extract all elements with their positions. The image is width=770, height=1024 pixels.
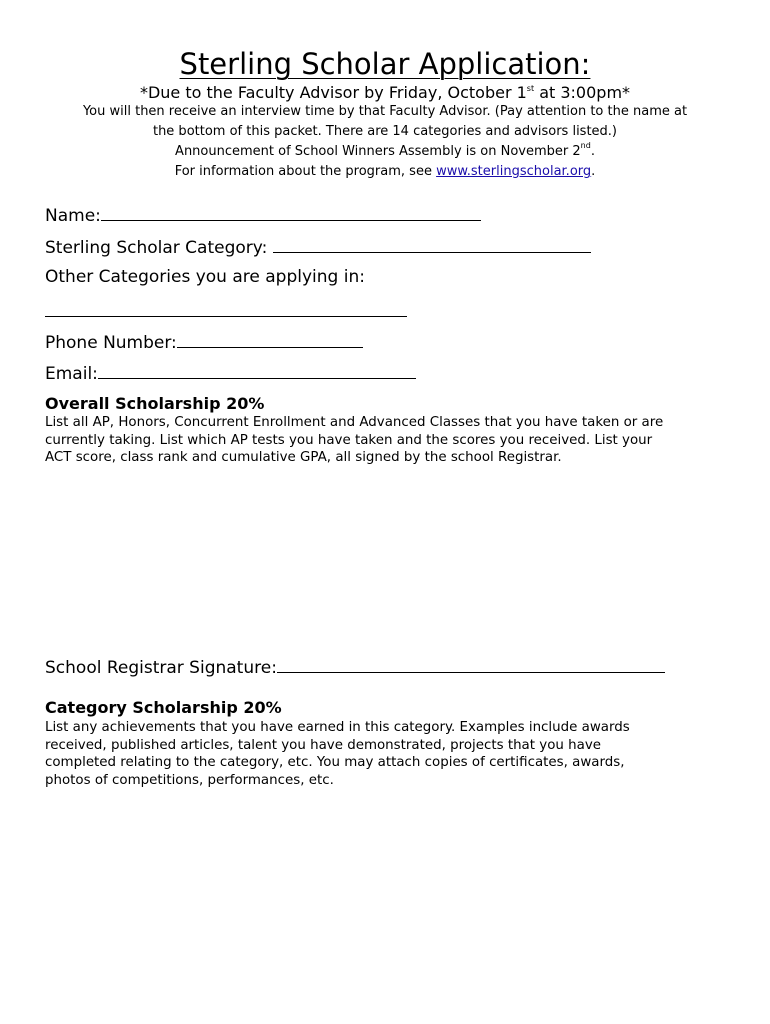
intro-line-2: the bottom of this packet. There are 14 categories and advisors listed.)	[152, 124, 618, 139]
name-blank[interactable]	[101, 202, 481, 221]
overall-line-3: ACT score, class rank and cumulative GPA, all signed by the school Registrar.	[45, 450, 562, 465]
assembly-superscript: nd	[580, 141, 591, 150]
category-line-2: received, published articles, talent you have demonstrated, projects that you have	[45, 737, 601, 753]
category-scholarship-instructions	[45, 719, 735, 789]
category-scholarship-heading: Category Scholarship 20%	[45, 698, 282, 717]
name-field	[45, 202, 481, 228]
category-line-3: completed relating to the category, etc. You may attach copies of certificates, awards,	[45, 755, 625, 770]
category-label: Sterling Scholar Category:	[45, 238, 273, 258]
page-title: Sterling Scholar Application:	[179, 47, 591, 81]
registrar-signature-label: School Registrar Signature:	[45, 658, 277, 678]
name-label: Name:	[45, 206, 101, 226]
overall-line-1: List all AP, Honors, Concurrent Enrollment and Advanced Classes that you have taken or are	[45, 415, 664, 430]
intro-line-3	[40, 142, 730, 162]
registrar-signature-blank[interactable]	[277, 654, 665, 673]
sterling-scholar-link[interactable]: www.sterlingscholar.org	[436, 164, 592, 179]
info-text: For information about the program, see	[174, 164, 437, 179]
phone-blank[interactable]	[177, 329, 363, 348]
phone-field	[45, 329, 363, 355]
due-date-line	[0, 82, 770, 104]
email-blank[interactable]	[98, 360, 416, 379]
assembly-period: .	[590, 144, 595, 159]
other-categories-label: Other Categories you are applying in:	[45, 267, 365, 287]
other-categories-blank[interactable]	[45, 298, 407, 317]
due-superscript: st	[526, 84, 535, 93]
overall-scholarship-heading: Overall Scholarship 20%	[45, 394, 265, 413]
intro-line-1: You will then receive an interview time by that Faculty Advisor. (Pay attention to the name at	[82, 104, 688, 119]
registrar-signature-field	[45, 654, 665, 680]
other-categories-line	[45, 298, 407, 324]
email-label: Email:	[45, 364, 98, 384]
due-text: *Due to the Faculty Advisor by Friday, October 1	[139, 83, 527, 102]
intro-line-4	[40, 162, 730, 182]
phone-label: Phone Number:	[45, 333, 177, 353]
intro-paragraph	[40, 102, 730, 182]
overall-scholarship-instructions	[45, 414, 735, 467]
other-categories-field	[45, 265, 365, 289]
email-field	[45, 360, 416, 386]
category-blank[interactable]	[273, 234, 591, 253]
category-line-1: List any achievements that you have earned in this category. Examples include awards	[45, 720, 630, 735]
category-field	[45, 234, 591, 260]
overall-line-2: currently taking. List which AP tests you have taken and the scores you received. List your	[45, 432, 653, 448]
assembly-text: Announcement of School Winners Assembly is on November 2	[175, 144, 581, 159]
due-time: at 3:00pm*	[534, 83, 631, 102]
category-line-4: photos of competitions, performances, etc.	[45, 772, 334, 788]
info-period: .	[591, 164, 596, 179]
